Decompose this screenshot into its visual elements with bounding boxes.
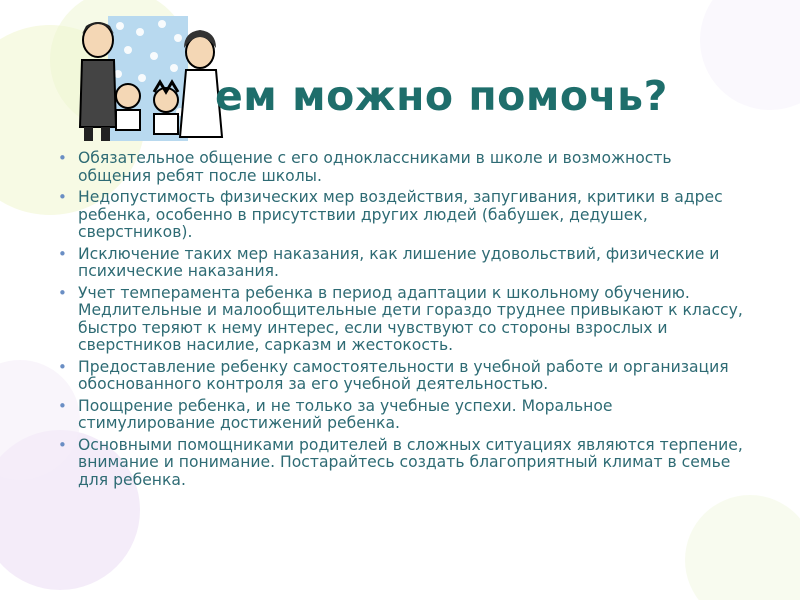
- list-item: • Предоставление ребенку самостоятельности в учебной работе и организация обоснованного контроля за его учебной деятельностью.: [58, 357, 729, 393]
- bullet-icon: •: [58, 396, 67, 415]
- list-item: • Недопустимость физических мер воздействия, запугивания, критики в адрес ребенка, особенно в присутствии других людей (бабушек, дедушек, сверстников).: [58, 188, 723, 241]
- bullet-icon: •: [58, 283, 67, 302]
- bullet-icon: •: [58, 357, 67, 376]
- list-item: • Основными помощниками родителей в сложных ситуациях являются терпение, внимание и понимание. Постарайтесь создать благоприятный климат в семье для ребенка.: [58, 435, 743, 489]
- bullet-icon: •: [58, 149, 67, 167]
- family-clipart: [70, 12, 230, 147]
- bullet-icon: •: [58, 244, 67, 263]
- list-item: • Поощрение ребенка, и не только за учебные успехи. Моральное стимулирование достижений ребенка.: [58, 396, 613, 432]
- bullet-icon: •: [58, 188, 67, 206]
- bullet-icon: •: [58, 435, 67, 454]
- list-item: • Учет темперамента ребенка в период адаптации к школьному обучению. Медлительные и малообщительные дети гораздо труднее привыкают к классу, быстро теряют к нему интерес, если чувствуют со стороны взрослых и сверстников насилие, сарказм и жестокость.: [58, 283, 743, 354]
- bullet-list: [58, 150, 748, 493]
- list-item: • Обязательное общение с его одноклассниками в школе и возможность общения ребят после школы.: [58, 149, 672, 185]
- list-item: • Исключение таких мер наказания, как лишение удовольствий, физические и психические наказания.: [58, 244, 720, 280]
- slide-title: ем можно помочь?: [215, 72, 668, 120]
